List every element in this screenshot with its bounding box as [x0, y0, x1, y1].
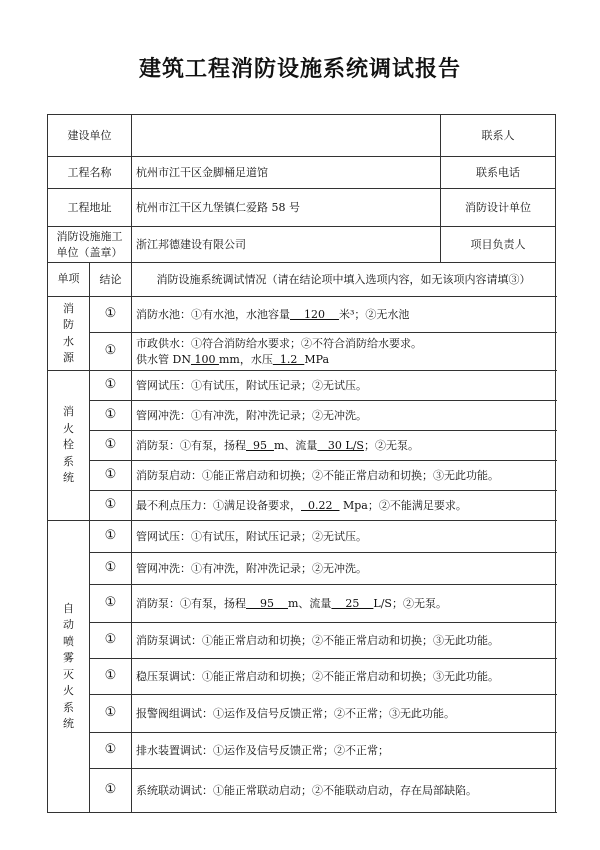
page-title: 建筑工程消防设施系统调试报告 [138, 56, 461, 82]
header-status: 消防设施系统调试情况（请在结论项中填入选项内容，如无该项内容请填③） [132, 263, 556, 297]
conclusion-cell[interactable]: ① [90, 659, 132, 695]
header-row [48, 263, 556, 297]
status-text: 稳压泵调试：①能正常启动和切换；②不能正常启动和切换；③无此功能。 [132, 659, 556, 695]
gongcheng-mingcheng-field[interactable]: 杭州市江干区金脚桶足道馆 [132, 157, 441, 189]
status-text: 消防水池：①有水池，水池容量 120 米³；②无水池 [132, 297, 556, 333]
conclusion-cell[interactable]: ① [90, 521, 132, 553]
table-row [48, 769, 556, 813]
status-text: 管网试压：①有试压，附试压记录；②无试压。 [132, 521, 556, 553]
table-row [48, 521, 556, 553]
status-text: 管网试压：①有试压，附试压记录；②无试压。 [132, 371, 556, 401]
info-row [48, 189, 556, 227]
status-text: 管网冲洗：①有冲洗，附冲洗记录；②无冲洗。 [132, 553, 556, 585]
table-row [48, 659, 556, 695]
section-label-sprinkler: 自 动 喷 雾 灭 火 系 统 [48, 521, 90, 813]
table-row [48, 733, 556, 769]
info-row [48, 115, 556, 157]
status-text [132, 333, 556, 371]
table-row [48, 585, 556, 623]
status-text: 消防泵启动：①能正常启动和切换；②不能正常启动和切换；③无此功能。 [132, 461, 556, 491]
status-text: 消防泵调试：①能正常启动和切换；②不能正常启动和切换；③无此功能。 [132, 623, 556, 659]
info-row [48, 227, 556, 263]
gongcheng-dizhi-label: 工程地址 [48, 189, 132, 227]
lianxiren-label: 联系人 [441, 115, 556, 157]
lianxi-dianhua-label: 联系电话 [441, 157, 556, 189]
header-item [48, 263, 90, 297]
conclusion-cell[interactable]: ① [90, 695, 132, 733]
status-text: 消防泵：①有泵，扬程 95 m、流量 25 L/S；②无泵。 [132, 585, 556, 623]
status-text: 排水装置调试：①运作及信号反馈正常；②不正常； [132, 733, 556, 769]
status-line: 市政供水：①符合消防给水要求；②不符合消防给水要求。 [136, 336, 422, 350]
status-text: 最不利点压力：①满足设备要求， 0.22 Mpa；②不能满足要求。 [132, 491, 556, 521]
conclusion-cell[interactable]: ① [90, 623, 132, 659]
conclusion-cell[interactable]: ① [90, 461, 132, 491]
status-line: 供水管 DN 100 mm，水压 1.2 MPa [136, 352, 330, 366]
conclusion-cell[interactable]: ① [90, 371, 132, 401]
conclusion-cell[interactable]: ① [90, 585, 132, 623]
conclusion-cell[interactable]: ① [90, 553, 132, 585]
status-text: 消防泵：①有泵，扬程 95 m、流量 30 L/S；②无泵。 [132, 431, 556, 461]
conclusion-cell[interactable]: ① [90, 733, 132, 769]
jianshe-danwei-field[interactable] [132, 115, 441, 157]
report-table [47, 114, 556, 813]
table-row [48, 695, 556, 733]
table-row [48, 333, 556, 371]
xiangmu-fuzeren-label: 项目负责人 [441, 227, 556, 263]
gongcheng-mingcheng-label: 工程名称 [48, 157, 132, 189]
table-row [48, 431, 556, 461]
conclusion-cell[interactable]: ① [90, 297, 132, 333]
info-row [48, 157, 556, 189]
section-label-water-source: 消 防 水 源 [48, 297, 90, 371]
shigong-danwei-label: 消防设施施工单位（盖章） [48, 227, 132, 263]
shigong-danwei-field[interactable]: 浙江邦德建设有限公司 [132, 227, 441, 263]
header-conclusion: 结论 [90, 263, 132, 297]
status-text: 系统联动调试：①能正常联动启动；②不能联动启动，存在局部缺陷。 [132, 769, 556, 813]
header-item-label: 单项 [57, 272, 80, 286]
conclusion-cell[interactable]: ① [90, 333, 132, 371]
conclusion-cell[interactable]: ① [90, 431, 132, 461]
section-label-hydrant: 消 火 栓 系 统 [48, 371, 90, 521]
conclusion-cell[interactable]: ① [90, 401, 132, 431]
table-row [48, 553, 556, 585]
conclusion-cell[interactable]: ① [90, 491, 132, 521]
xiaofang-sheji-danwei-label: 消防设计单位 [441, 189, 556, 227]
table-row [48, 623, 556, 659]
conclusion-cell[interactable]: ① [90, 769, 132, 813]
table-row [48, 401, 556, 431]
table-row [48, 371, 556, 401]
table-row [48, 491, 556, 521]
table-row [48, 297, 556, 333]
status-text: 管网冲洗：①有冲洗，附冲洗记录；②无冲洗。 [132, 401, 556, 431]
status-text: 报警阀组调试：①运作及信号反馈正常；②不正常；③无此功能。 [132, 695, 556, 733]
jianshe-danwei-label: 建设单位 [48, 115, 132, 157]
table-row [48, 461, 556, 491]
gongcheng-dizhi-field[interactable]: 杭州市江干区九堡镇仁爱路 58 号 [132, 189, 441, 227]
